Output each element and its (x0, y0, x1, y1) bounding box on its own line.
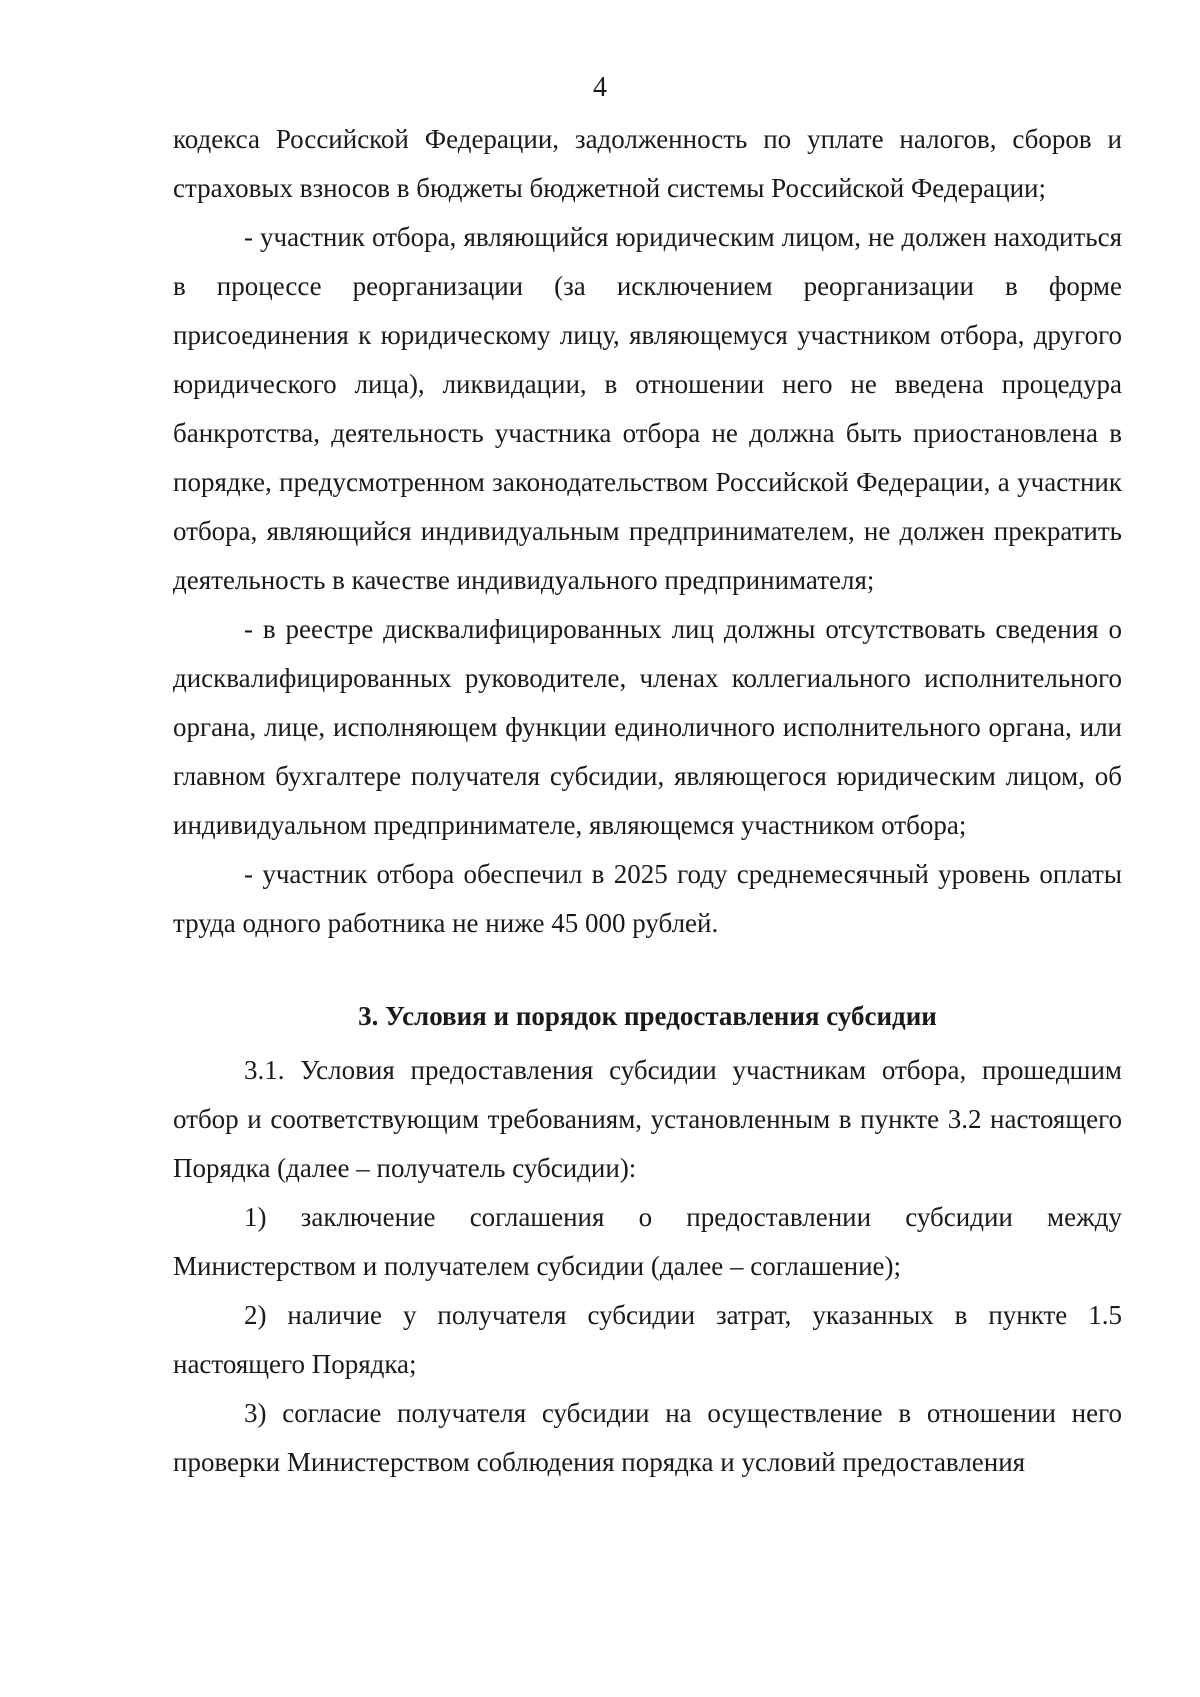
page-number: 4 (593, 72, 607, 103)
paragraph-reorganization-requirement: - участник отбора, являющийся юридическим лицом, не должен находиться в процессе реорганизации (за исключением реорганизации в форме присоединения к юридическому лицу, являющемуся участником отбора, другого юридического лица), ликвидации, в отношении него не введена процедура банкротства, деятельность участника отбора не должна быть приостановлена в порядке, предусмотренном законодательством Российской Федерации, а участник отбора, являющийся индивидуальным предпринимателем, не должен прекратить деятельность в качестве индивидуального предпринимателя; (173, 222, 1122, 595)
paragraph-disqualified-persons-requirement: - в реестре дисквалифицированных лиц должны отсутствовать сведения о дисквалифицированных руководителе, членах коллегиального исполнительного органа, лице, исполняющем функции единоличного исполнительного органа, или главном бухгалтере получателя субсидии, являющегося юридическим лицом, об индивидуальном предпринимателе, являющемся участником отбора; (173, 614, 1122, 840)
document-body (173, 115, 1122, 1487)
paragraph-continuation: кодекса Российской Федерации, задолженность по уплате налогов, сборов и страховых взносов в бюджеты бюджетной системы Российской Федерации; (173, 124, 1122, 203)
paragraph-item-3: 3) согласие получателя субсидии на осуществление в отношении него проверки Министерством соблюдения порядка и условий предоставления (173, 1398, 1122, 1477)
paragraph-3-1: 3.1. Условия предоставления субсидии участникам отбора, прошедшим отбор и соответствующим требованиям, установленным в пункте 3.2 настоящего Порядка (далее – получатель субсидии): (173, 1055, 1122, 1183)
paragraph-item-1: 1) заключение соглашения о предоставлении субсидии между Министерством и получателем субсидии (далее – соглашение); (173, 1202, 1122, 1281)
section-heading: 3. Условия и порядок предоставления субсидии (358, 1001, 937, 1031)
paragraph-salary-requirement: - участник отбора обеспечил в 2025 году среднемесячный уровень оплаты труда одного работника не ниже 45 000 рублей. (173, 859, 1122, 938)
paragraph-item-2: 2) наличие у получателя субсидии затрат, указанных в пункте 1.5 настоящего Порядка; (173, 1300, 1122, 1379)
